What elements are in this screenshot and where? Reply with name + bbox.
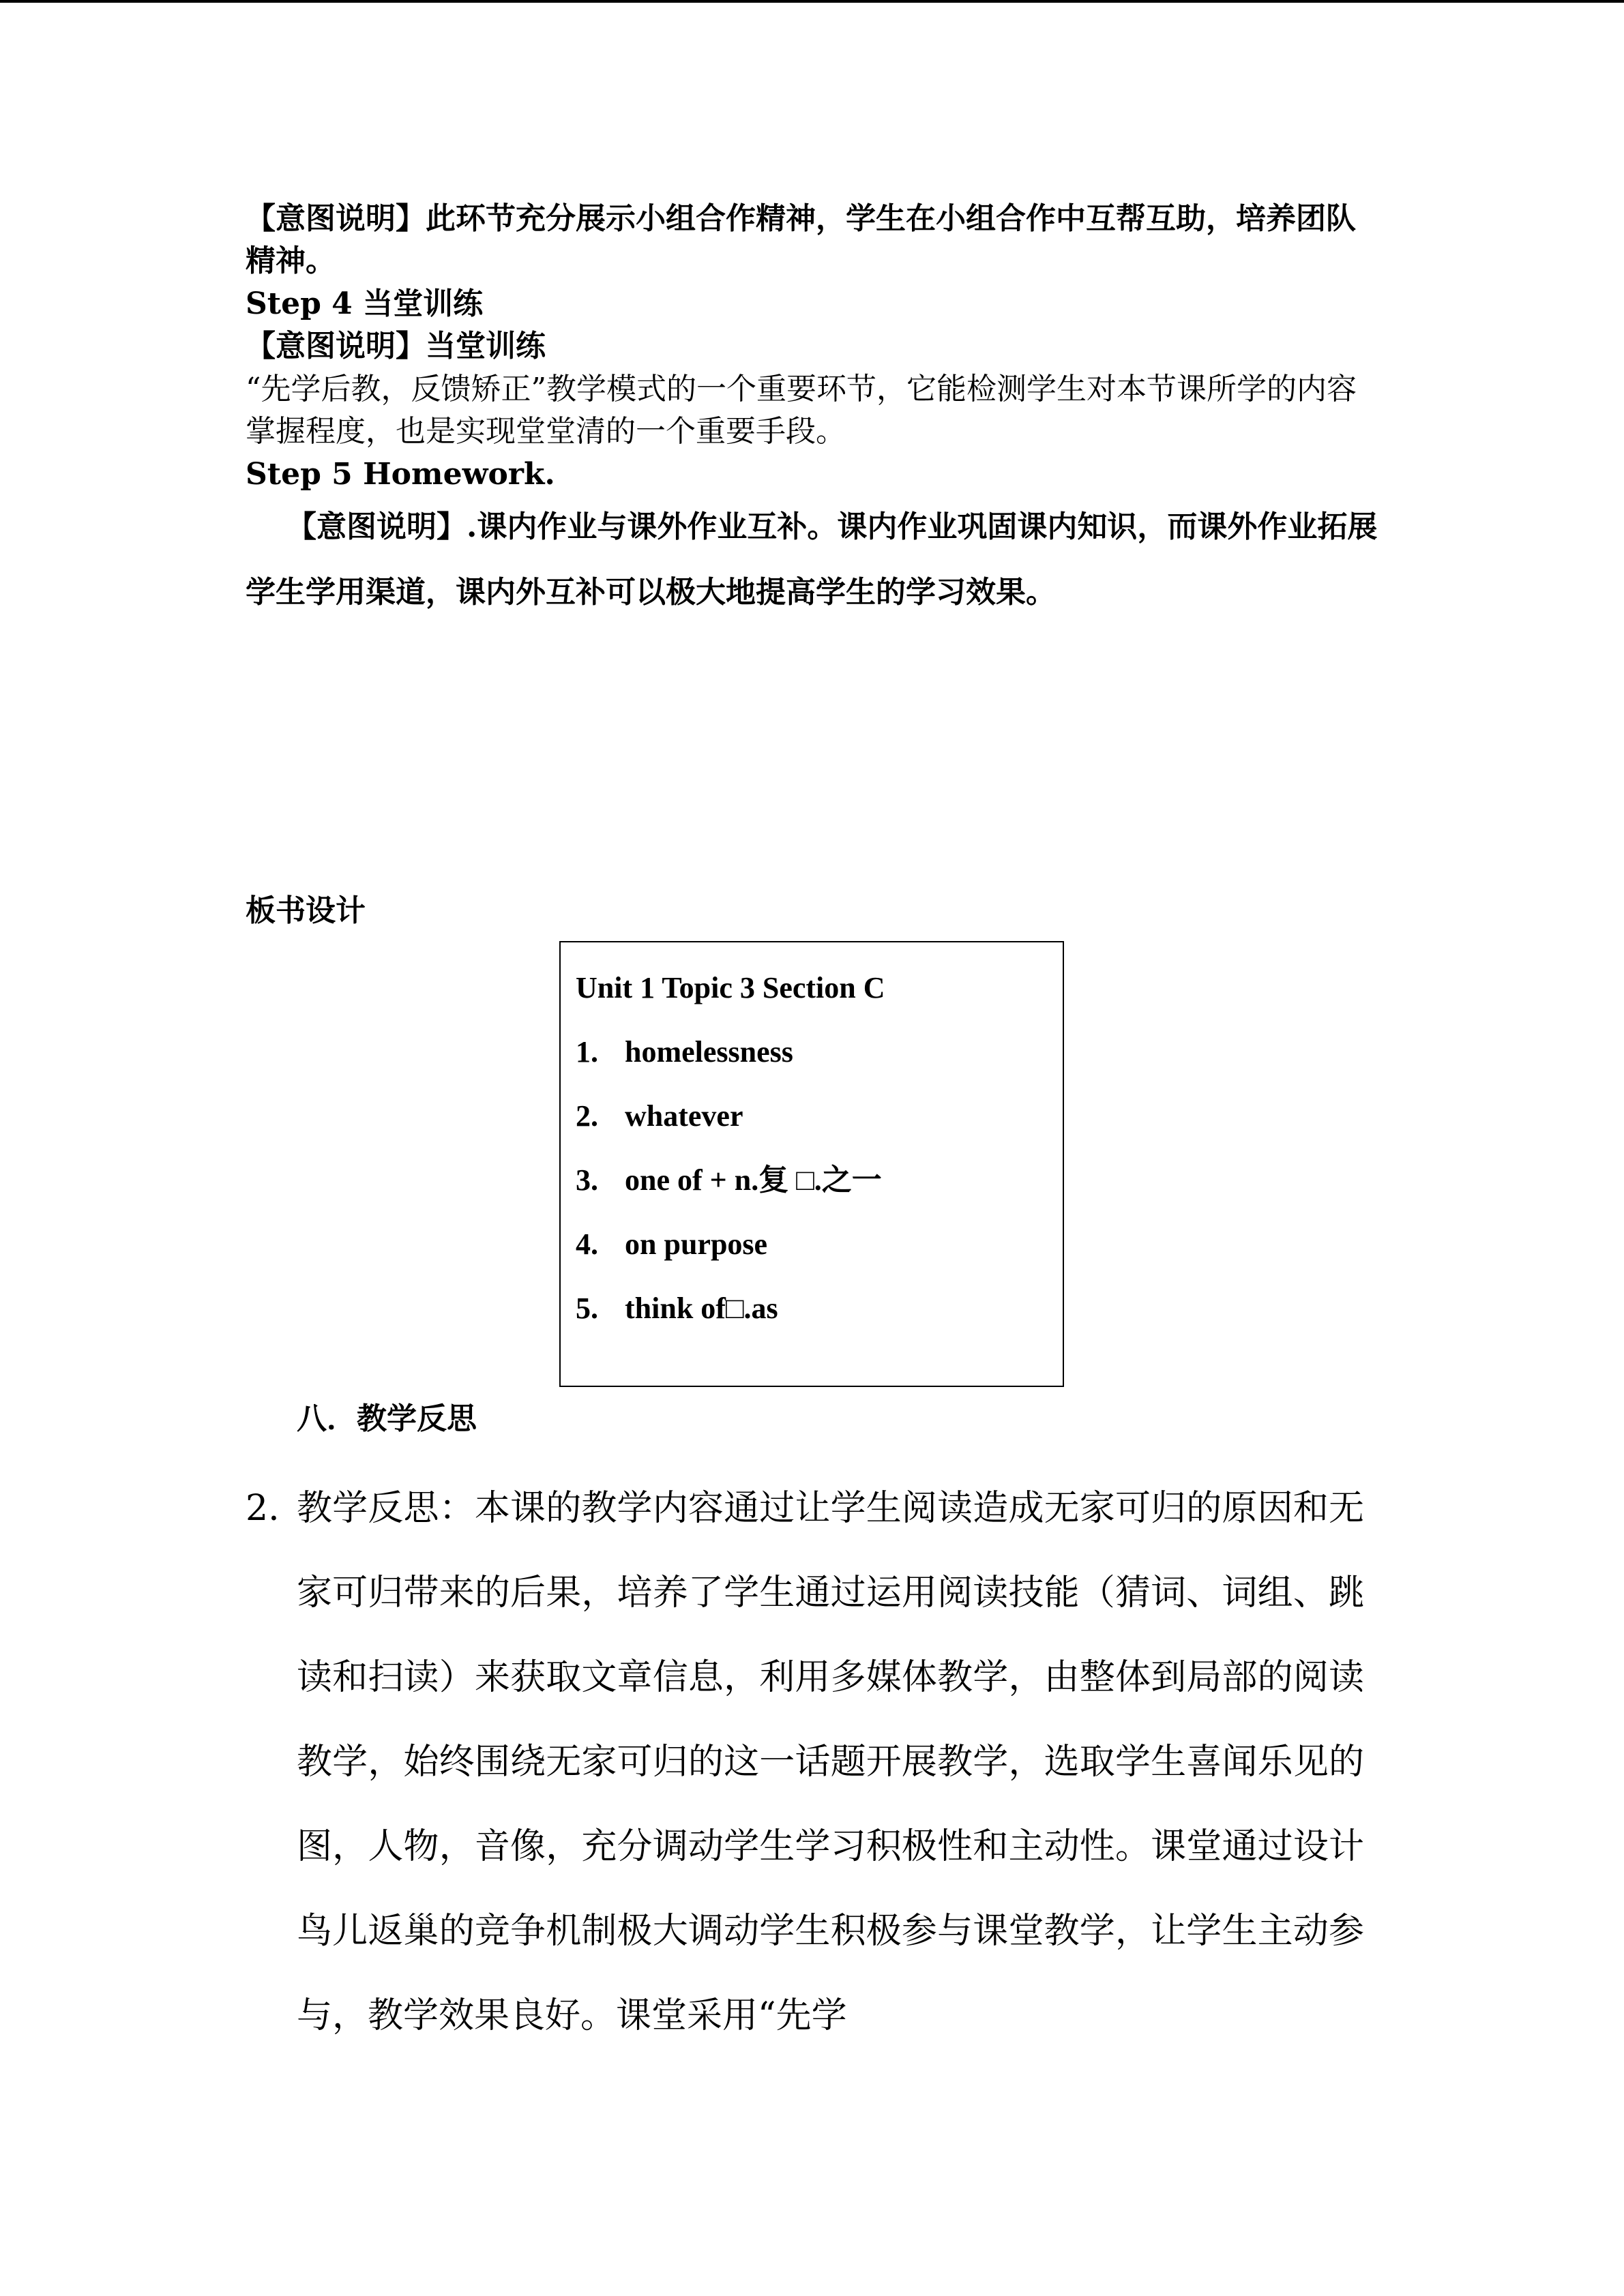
reflection-paragraph: [246, 1466, 1364, 2058]
intent-paragraph-practice: “先学后教，反馈矫正”教学模式的一个重要环节，它能检测学生对本节课所学的内容掌握程度，也是实现堂堂清的一个重要手段。: [246, 372, 1357, 449]
list-item-number: 1.: [576, 1035, 598, 1069]
step5-heading: Step 5 Homework.: [246, 457, 555, 492]
board-design-heading: 板书设计: [246, 893, 366, 928]
reflection-number: 2.: [246, 1488, 280, 1529]
list-item-number: 4.: [576, 1227, 598, 1261]
list-item-text: homelessness: [625, 1035, 793, 1069]
reflection-text: 教学反思：本课的教学内容通过让学生阅读造成无家可归的原因和无家可归带来的后果，培养了学生通过运用阅读技能（猜词、词组、跳读和扫读）来获取文章信息，利用多媒体教学，由整体到局部的阅读教学，始终围绕无家可归的这一话题开展教学，选取学生喜闻乐见的图，人物，音像，充分调动学生学习积极性和主动性。课堂通过设计鸟儿返巢的竞争机制极大调动学生积极参与课堂教学，让学生主动参与，教学效果良好。课堂采用“先学: [297, 1488, 1364, 2036]
intent-paragraph-teamwork: 【意图说明】此环节充分展示小组合作精神，学生在小组合作中互帮互助，培养团队精神。: [246, 201, 1356, 278]
list-item-text: think of□.as: [625, 1292, 778, 1325]
board-item-list: [576, 1020, 1048, 1341]
list-item-number: 5.: [576, 1292, 598, 1325]
board-design-box: [559, 941, 1064, 1387]
reflection-section-heading: 八．教学反思: [297, 1401, 477, 1436]
list-item: [576, 1148, 1048, 1212]
list-item: [576, 1212, 1048, 1277]
list-item-text: one of + n.复 □.之一: [625, 1163, 882, 1197]
list-item-text: on purpose: [625, 1227, 768, 1261]
list-item: [576, 1084, 1048, 1148]
intent-paragraph-homework: 【意图说明】.课内作业与课外作业互补。课内作业巩固课内知识，而课外作业拓展学生学用渠道，课内外互补可以极大地提高学生的学习效果。: [246, 509, 1378, 610]
board-title: Unit 1 Topic 3 Section C: [576, 971, 885, 1004]
step4-heading: Step 4 当堂训练: [246, 286, 484, 321]
list-item-number: 3.: [576, 1163, 598, 1197]
intent-label-practice: 【意图说明】当堂训练: [246, 329, 546, 363]
list-item-text: whatever: [625, 1099, 743, 1133]
list-item: [576, 1277, 1048, 1341]
list-item: [576, 1020, 1048, 1084]
list-item-number: 2.: [576, 1099, 598, 1133]
